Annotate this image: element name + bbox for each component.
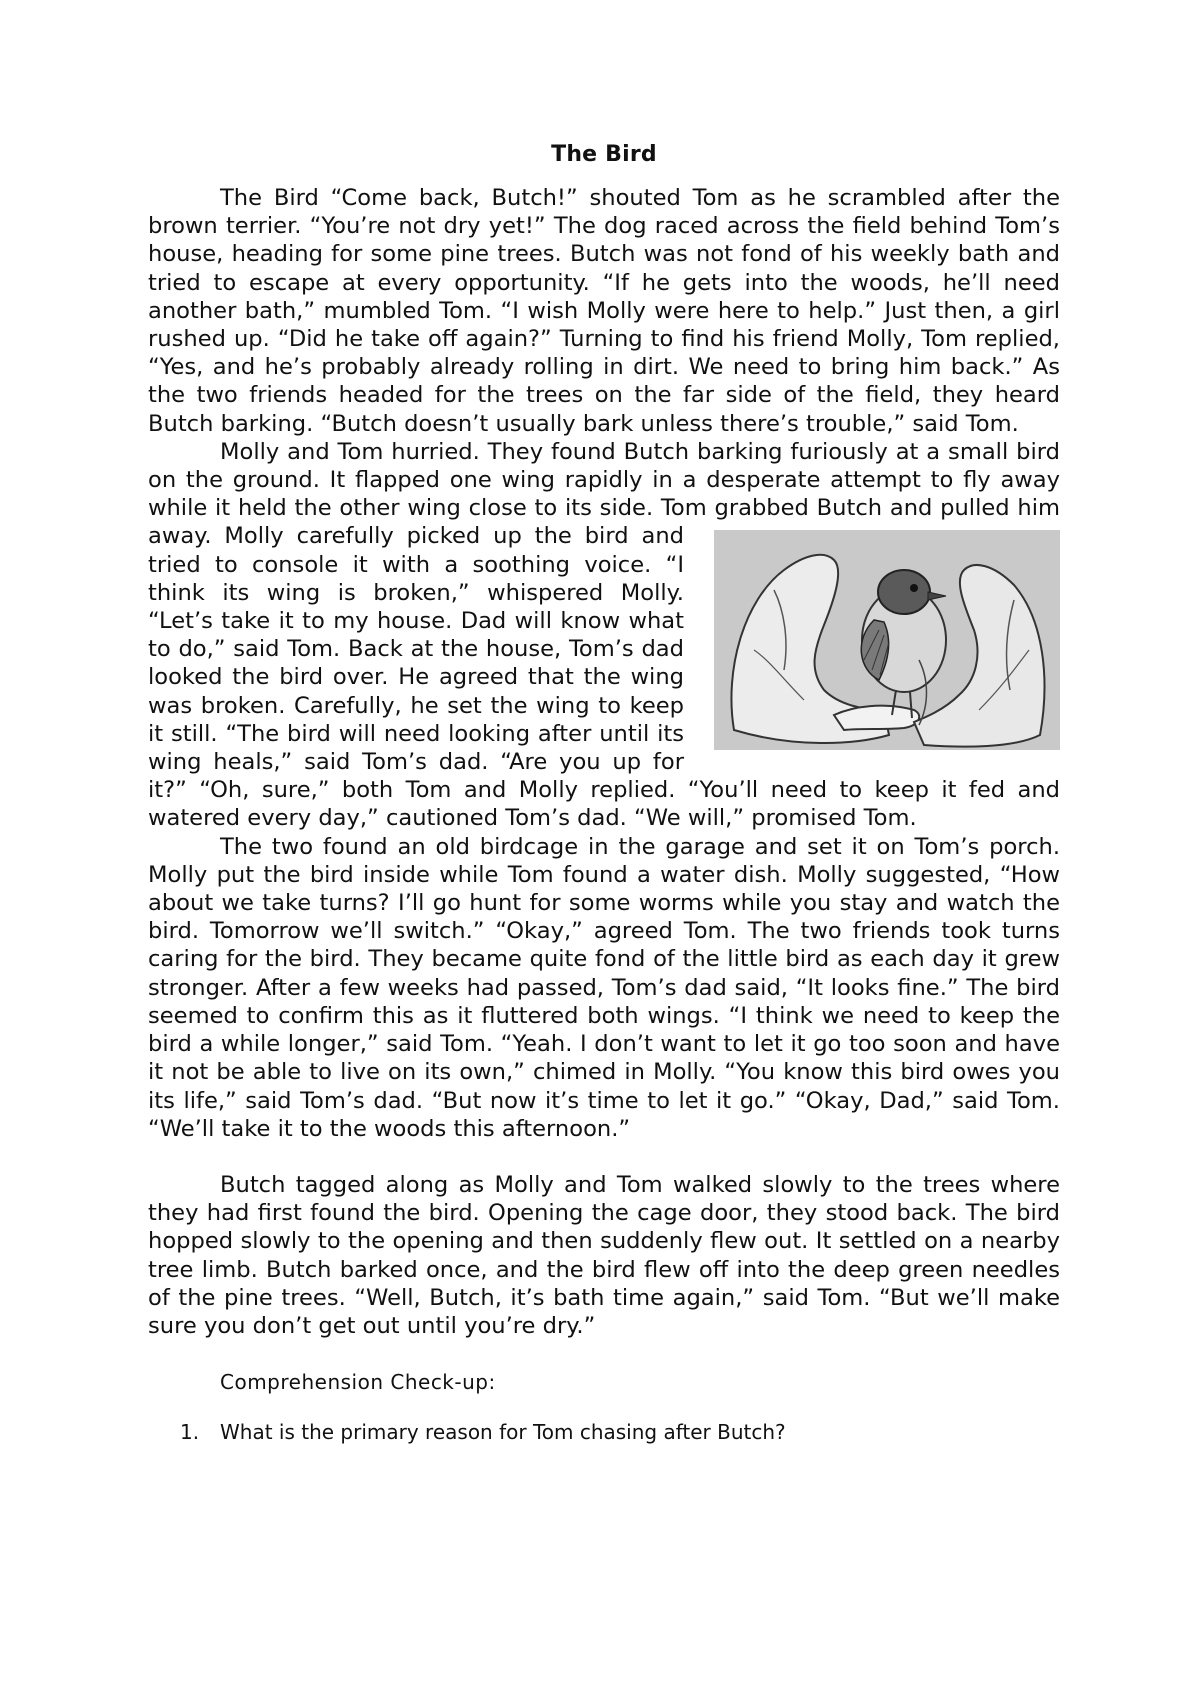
story-paragraph-4: Butch tagged along as Molly and Tom walked slowly to the trees where they had first found the bird. Opening the cage door, they stood back. The bird hopped slowly to the opening and then suddenly flew out. It settled on a nearby tree limb. Butch barked once, and the bird flew off into the deep green needles of the pine trees. “Well, Butch, it’s bath time again,” said Tom. “But we’ll make sure you don’t get out until you’re dry.” bbox=[148, 1171, 1060, 1339]
hands-holding-bird-illustration bbox=[714, 530, 1060, 750]
story-title: The Bird bbox=[551, 142, 657, 167]
question-text: What is the primary reason for Tom chasing after Butch? bbox=[220, 1420, 786, 1445]
comprehension-heading: Comprehension Check-up: bbox=[220, 1370, 496, 1395]
story-paragraph-2-rest: and pulled him away. Molly carefully picked up the bird and tried to console it with a soothing voice. “I think its wing is broken,” whispered Molly. “Let’s take it to my house. Dad will know what to do,” said Tom. Back at the house, Tom’s dad looked the bird over. He agreed that the wing was broken. Carefully, he set the wing to keep it still. “The bird will need looking after until its wing heals,” said Tom’s dad. “Are you up for it?” “Oh, sure,” both Tom and Molly replied. “You’ll need to keep it fed and watered every day,” cautioned Tom’s dad. “We will,” promised Tom. bbox=[148, 495, 1060, 832]
story-paragraph-3: The two found an old birdcage in the garage and set it on Tom’s porch. Molly put the bird inside while Tom found a water dish. Molly suggested, “How about we take turns? I’ll go hunt for some worms while you stay and watch the bird. Tomorrow we’ll switch.” “Okay,” agreed Tom. The two friends took turns caring for the bird. They became quite fond of the little bird as each day it grew stronger. After a few weeks had passed, Tom’s dad said, “It looks fine.” The bird seemed to confirm this as it fluttered both wings. “I think we need to keep the bird a while longer,” said Tom. “Yeah. I don’t want to let it go too soon and have it not be able to live on its own,” chimed in Molly. “You know this bird owes you its life,” said Tom’s dad. “But now it’s time to let it go.” “Okay, Dad,” said Tom. “We’ll take it to the woods this afternoon.” bbox=[148, 833, 1060, 1142]
question-item bbox=[148, 1418, 1060, 1446]
story-paragraph-2 bbox=[148, 438, 1060, 833]
question-list bbox=[148, 1418, 1060, 1446]
document-page bbox=[148, 140, 1060, 1446]
bird-in-hands-image bbox=[714, 530, 1060, 750]
story-paragraph-1: The Bird “Come back, Butch!” shouted Tom as he scrambled after the brown terrier. “You’re not dry yet!” The dog raced across the field behind Tom’s house, heading for some pine trees. Butch was not fond of his weekly bath and tried to escape at every opportunity. “If he gets into the woods, he’ll need another bath,” mumbled Tom. “I wish Molly were here to help.” Just then, a girl rushed up. “Did he take off again?” Turning to find his friend Molly, Tom replied, “Yes, and he’s probably already rolling in dirt. We need to bring him back.” As the two friends headed for the trees on the far side of the field, they heard Butch barking. “Butch doesn’t usually bark unless there’s trouble,” said Tom. bbox=[148, 185, 1060, 437]
story-paragraph-2-lead: Molly and Tom hurried. They found Butch barking furiously at a small bird on the ground. It flapped one wing rapidly in a desperate attempt to fly away while it held the other wing close to its side. Tom grabbed Butch bbox=[148, 438, 1060, 522]
question-number: 1. bbox=[180, 1420, 200, 1445]
